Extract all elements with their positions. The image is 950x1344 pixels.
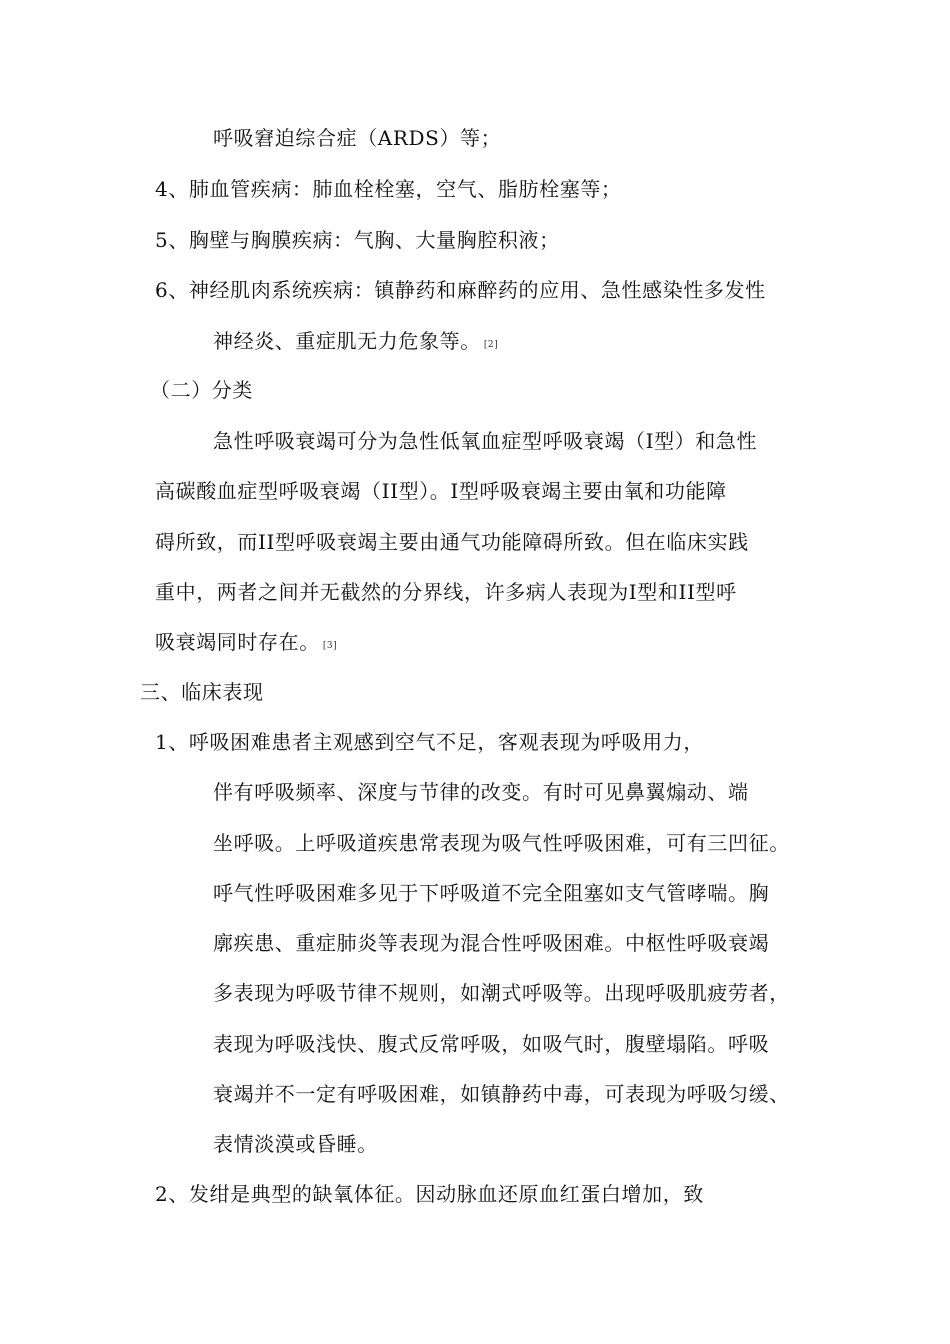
paragraph-line: 重中，两者之间并无截然的分界线，许多病人表现为I型和II型呼: [155, 580, 737, 604]
citation-ref: [3]: [322, 641, 338, 651]
paragraph-line: 急性呼吸衰竭可分为急性低氧血症型呼吸衰竭（I型）和急性: [213, 429, 758, 453]
text-line: [213, 327, 498, 360]
paragraph-line: 廓疾患、重症肺炎等表现为混合性呼吸困难。中枢性呼吸衰竭: [213, 931, 770, 955]
list-item-5: 5、胸壁与胸膜疾病：气胸、大量胸腔积液；: [155, 228, 560, 252]
paragraph-line: 表现为呼吸浅快、腹式反常呼吸，如吸气时，腹壁塌陷。呼吸: [213, 1032, 770, 1056]
paragraph-line: 呼气性呼吸困难多见于下呼吸道不完全阻塞如支气管哮喘。胸: [213, 881, 770, 905]
list-item-4: 4、肺血管疾病：肺血栓栓塞，空气、脂肪栓塞等；: [155, 177, 622, 201]
paragraph-line: 伴有呼吸频率、深度与节律的改变。有时可见鼻翼煽动、端: [213, 780, 749, 804]
text-span: 吸衰竭同时存在。: [155, 630, 320, 654]
paragraph-line: 衰竭并不一定有呼吸困难，如镇静药中毒，可表现为呼吸匀缓、: [213, 1082, 790, 1106]
text-line: 呼吸窘迫综合症（ARDS）等；: [213, 126, 502, 150]
paragraph-line: 表情淡漠或昏睡。: [213, 1132, 378, 1156]
paragraph-line: [155, 628, 337, 661]
paragraph-line: 高碳酸血症型呼吸衰竭（II型）。I型呼吸衰竭主要由氧和功能障: [155, 479, 727, 503]
text-span: 神经炎、重症肌无力危象等。: [213, 329, 481, 353]
paragraph-line: 坐呼吸。上呼吸道疾患常表现为吸气性呼吸困难，可有三凹征。: [213, 831, 790, 855]
list-item-1: 1、呼吸困难患者主观感到空气不足，客观表现为呼吸用力，: [155, 730, 704, 754]
paragraph-line: 多表现为呼吸节律不规则，如潮式呼吸等。出现呼吸肌疲劳者，: [213, 981, 790, 1005]
list-item-2: 2、发绀是典型的缺氧体征。因动脉血还原血红蛋白增加，致: [155, 1182, 704, 1206]
section-heading-classification: （二）分类: [150, 378, 253, 402]
paragraph-line: 碍所致，而II型呼吸衰竭主要由通气功能障碍所致。但在临床实践: [155, 530, 749, 554]
section-heading-clinical: 三、临床表现: [140, 680, 264, 704]
list-item-6: 6、神经肌肉系统疾病：镇静药和麻醉药的应用、急性感染性多发性: [155, 278, 766, 302]
citation-ref: [2]: [483, 340, 499, 350]
